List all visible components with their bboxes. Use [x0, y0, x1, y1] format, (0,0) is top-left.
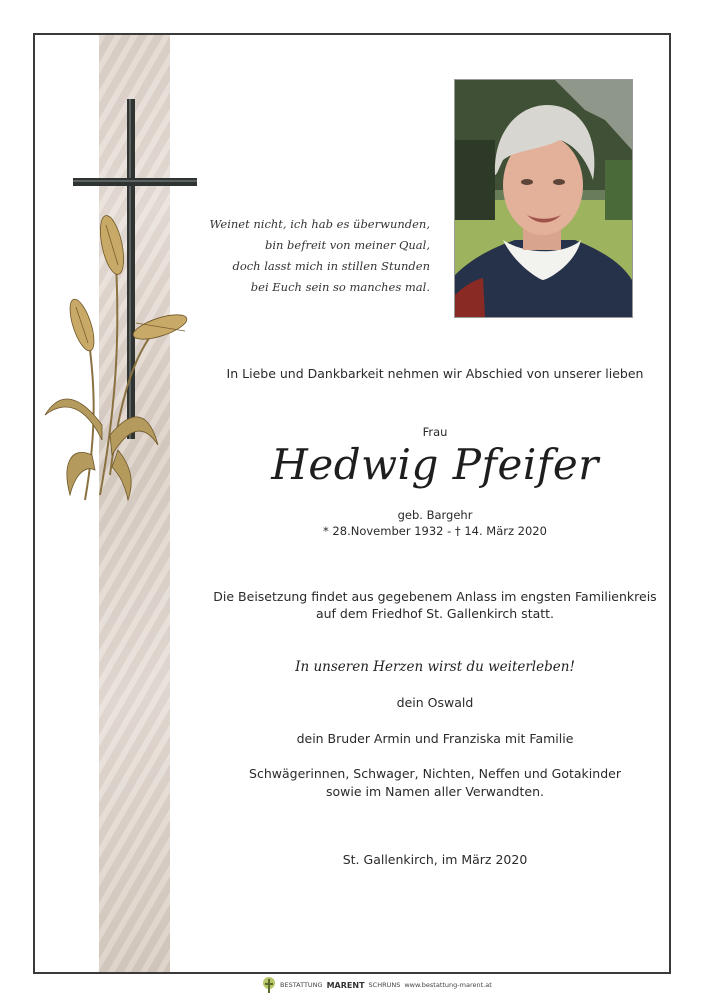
salutation: Frau — [422, 425, 448, 439]
mourner-siblings: dein Bruder Armin und Franziska mit Familie — [296, 731, 574, 746]
intro-text: In Liebe und Dankbarkeit nehmen wir Abschied von unserer lieben — [226, 366, 644, 381]
poem-line: Weinet nicht, ich hab es überwunden, — [209, 217, 430, 231]
life-dates: * 28.November 1932 - † 14. März 2020 — [323, 524, 547, 538]
poem-line: bei Euch sein so manches mal. — [250, 280, 430, 294]
mourner-spouse: dein Oswald — [396, 695, 474, 710]
footer-brand: MARENT — [326, 980, 365, 990]
poem — [200, 214, 430, 298]
burial-notice-line: auf dem Friedhof St. Gallenkirch statt. — [315, 606, 555, 621]
cross-with-wheat-icon — [40, 95, 210, 515]
deceased-name: Hedwig Pfeifer — [271, 440, 599, 489]
logo-icon — [262, 976, 276, 994]
footer — [262, 974, 492, 996]
mourner-relatives: Schwägerinnen, Schwager, Nichten, Neffen und Gotakinder — [249, 766, 621, 781]
place-date: St. Gallenkirch, im März 2020 — [342, 852, 528, 867]
poem-line: bin befreit von meiner Qual, — [264, 238, 430, 252]
motto: In unseren Herzen wirst du weiterleben! — [295, 659, 575, 675]
footer-url[interactable]: www.bestattung-marent.at — [404, 981, 492, 989]
mourner-relatives: sowie im Namen aller Verwandten. — [326, 784, 544, 799]
birth-name: geb. Bargehr — [397, 508, 473, 522]
burial-notice-line: Die Beisetzung findet aus gegebenem Anlass im engsten Familienkreis — [213, 589, 657, 604]
portrait-photo — [454, 79, 633, 318]
footer-prefix: BESTATTUNG — [280, 981, 323, 989]
footer-town: SCHRUNS — [368, 981, 401, 989]
poem-line: doch lasst mich in stillen Stunden — [232, 259, 430, 273]
